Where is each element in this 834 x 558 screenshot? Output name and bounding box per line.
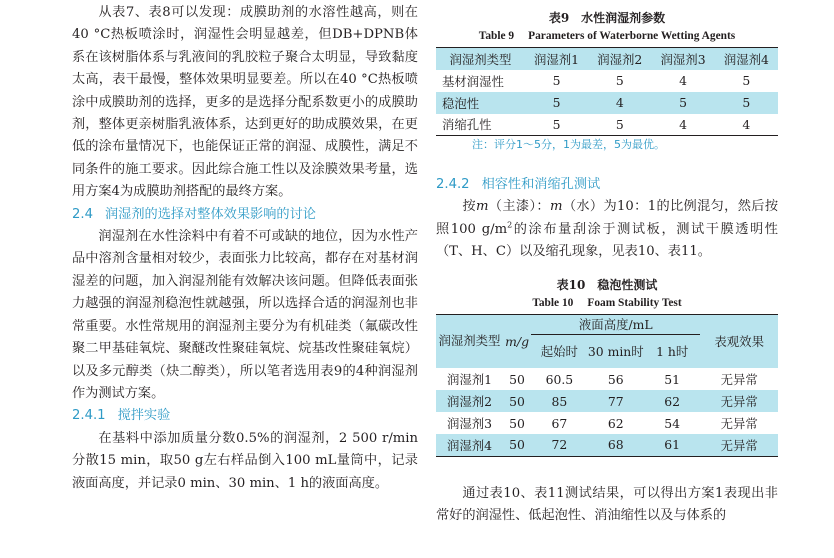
text-run-italic: m [475, 199, 489, 215]
table-cell: 5 [615, 116, 624, 132]
row-label: 润湿剂1 [446, 372, 493, 388]
table-cell: 72 [551, 437, 568, 453]
section-title: 润湿剂的选择对整体效果影响的讨论 [104, 206, 316, 222]
table10-caption-en [436, 294, 778, 312]
table-cell: 61 [664, 437, 681, 453]
table-cell: 60.5 [545, 371, 574, 387]
table-cell: 50 [509, 415, 525, 431]
table-number: Table 9 [478, 30, 515, 42]
header-cell: 润湿剂类型 [449, 51, 512, 67]
text-run: 按 [462, 199, 476, 215]
text-run: （水）为10：1的比例混匀，然后按照100 g/m [436, 199, 779, 237]
row-label: 基材润湿性 [442, 73, 504, 89]
table9 [436, 47, 778, 136]
text-run: 的涂布量刮涂于测试板，测试干膜透明性（T、H、C）以及缩孔现象，见表10、表11。 [436, 221, 778, 260]
header-cell: 润湿剂类型 [438, 333, 501, 349]
paragraph-results: 通过表10、表11测试结果，可以得出方案1表现出非常好的润湿性、低起泡性、消油缩性以及与体系的 [436, 485, 778, 524]
header-cell: 润湿剂2 [597, 51, 643, 67]
section-heading-2-4-2 [436, 174, 778, 196]
paragraph-compatibility-test [436, 196, 778, 263]
section-number: 2.4.1 [72, 408, 106, 424]
row-label: 稳泡性 [442, 95, 480, 111]
section-number: 2.4.2 [436, 177, 470, 192]
header-cell: 1 h时 [656, 344, 689, 360]
table-row [436, 70, 778, 92]
table9-caption-cn: 表9 水性润湿剂参数 [548, 11, 666, 25]
table10 [436, 314, 778, 457]
table10-caption-cn: 表10 稳泡性测试 [556, 277, 658, 292]
header-cell: 润湿剂3 [660, 51, 706, 67]
table-cell: 4 [615, 95, 624, 110]
table-header-row [436, 314, 778, 334]
section-heading-2-4-1 [72, 405, 418, 427]
table-cell: 56 [607, 371, 624, 387]
header-cell: m/g [505, 333, 529, 349]
table-cell: 5 [742, 73, 751, 88]
row-label: 消缩孔性 [442, 117, 492, 133]
paragraph-wetting-agents: 润湿剂在水性涂料中有着不可或缺的地位，因为水性产品中溶剂含量相对较少，表面张力比较高，都存在对基材润湿差的问题，加入润湿剂能有效解决该问题。但降低表面张力越强的润湿剂稳泡性就越强，所以选择合适的润湿剂也非常重要。水性常规用的润湿剂主要分为有机硅类（氟碳改性聚二甲基硅氧烷、聚醚改性聚硅氧烷、烷基改性聚硅氧烷）以及多元醇类（炔二醇类），所以笔者选用表9的4种润湿剂作为测试方案。 [72, 229, 418, 401]
table-cell: 5 [615, 73, 624, 88]
paragraph-conclusion-table7-8: 从表7、表8可以发现：成膜助剂的水溶性越高，则在40 °C热板喷涂时，润湿性会明显越差，但DB+DPNB体系在该树脂体系与乳液间的乳胶粒子聚合太明显，导致黏度太高，表干最慢，整体效果明显要差。所以在40 °C热板喷涂中成膜助剂的选择，更多的是选择分配系数更小的成膜助剂，整体更亲树脂乳液体系，达到更好的助成膜效果，在更低的涂布量情况下，也能保证正常的润湿、成膜性，满足不同条件的施工要求。因此综合施工性以及涂膜效果考量，选用方案4为成膜助剂搭配的最终方案。 [72, 5, 418, 200]
table-cell: 无异常 [720, 394, 758, 410]
table-cell: 4 [742, 116, 751, 132]
table-cell: 50 [509, 393, 525, 409]
table-row [436, 114, 778, 136]
header-cell: 液面高度/mL [531, 314, 700, 334]
table-cell: 5 [552, 73, 561, 88]
header-cell: 起始时 [540, 344, 578, 360]
table-cell: 77 [607, 393, 624, 409]
row-label: 润湿剂4 [446, 437, 493, 453]
table-row [436, 92, 778, 114]
table-cell: 54 [664, 415, 681, 431]
table-row [436, 368, 778, 390]
table9-caption-en [436, 27, 778, 45]
table-cell: 67 [551, 415, 568, 431]
table-number: Table 10 [532, 296, 574, 309]
left-column [72, 0, 418, 495]
table-cell: 5 [552, 95, 561, 110]
table-cell: 51 [664, 371, 681, 387]
row-label: 润湿剂3 [446, 416, 493, 432]
table9-note: 注：评分1～5分，1为最差，5为最优。 [472, 138, 665, 151]
table-row [436, 412, 778, 434]
section-title: 搅拌实验 [117, 408, 171, 424]
header-cell: 30 min时 [587, 343, 644, 359]
text-run: （主漆）： [488, 199, 550, 215]
row-label: 润湿剂2 [446, 394, 493, 410]
table-cell: 50 [509, 437, 525, 453]
section-number: 2.4 [72, 206, 93, 222]
table-cell: 4 [679, 73, 688, 88]
text-run-italic: m [549, 199, 563, 215]
table-cell: 4 [679, 116, 688, 132]
table-cell: 无异常 [720, 437, 758, 453]
table-cell: 68 [607, 437, 624, 453]
section-title: 相容性和消缩孔测试 [481, 177, 601, 192]
table-cell: 62 [607, 415, 624, 431]
table-title: Foam Stability Test [587, 296, 682, 309]
table-cell: 5 [742, 95, 751, 110]
table-cell: 无异常 [720, 416, 758, 432]
table-cell: 85 [551, 393, 568, 409]
header-cell: 表观效果 [714, 334, 764, 350]
header-cell: 润湿剂4 [723, 51, 769, 67]
table-header-row [436, 48, 778, 70]
table-title: Parameters of Waterborne Wetting Agents [528, 30, 736, 42]
table-cell: 5 [552, 116, 561, 132]
right-column [436, 0, 778, 527]
table-row [436, 390, 778, 412]
paragraph-stirring-test: 在基料中添加质量分数0.5%的润湿剂，2 500 r/min分散15 min，取50 g左右样品倒入100 mL量筒中，记录液面高度，并记录0 min、30 min、1 h的液面高度。 [72, 430, 418, 491]
table-cell: 62 [664, 393, 681, 409]
table-cell: 50 [509, 371, 525, 387]
superscript: 2 [507, 220, 513, 230]
table-cell: 5 [679, 95, 688, 110]
section-heading-2-4 [72, 204, 418, 226]
header-cell: 润湿剂1 [534, 51, 580, 67]
table-cell: 无异常 [720, 372, 758, 388]
table-row [436, 434, 778, 456]
